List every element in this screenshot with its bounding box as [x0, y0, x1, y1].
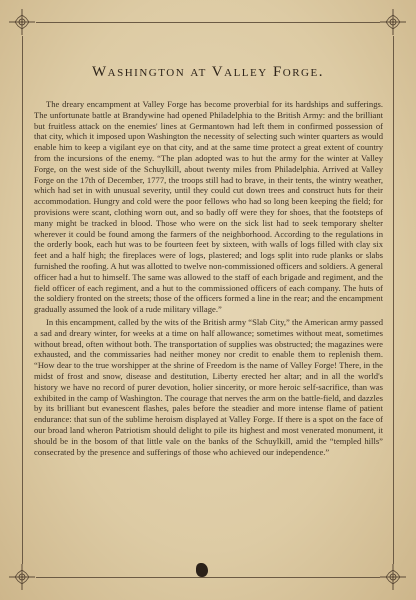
top-border-rule [36, 22, 380, 23]
paragraph: In this encampment, called by the wits of the British army “Slab City,” the American army passed a sad and dreary winter, for weeks at a time on half allowance; sometimes without meat, sometimes without bread, often without both. The transportation of supplies was obstructed; the magazines were exhausted, and the commissaries had neither money nor credit to enable them to replenish them. “How dear to the true worshipper at the shrine of Freedom is the name of Valley Forge! There, in the midst of frost and snow, disease and destitution, Liberty erected her altar; and in all the world's history we have no record of purer devotion, holier sincerity, or more heroic self-sacrifice, than was exhibited in the camp of Washington. The courage that nerves the arm on the battle-field, and dazzles by its brilliant but evanescent flashes, pales before the steadier and more intense flame of patient endurance: that sun of the sublime heroism displayed at Valley Forge. If there is a spot on the face of our broad land wheron Patriotism should delight to pile its highest and most venerated monument, it should be in the bosom of that little vale on the banks of the Schuylkill, amid the “templed hills” consecrated by the presence and sufferings of those who achieved our independence.” [34, 316, 383, 457]
left-border-rule [22, 36, 23, 564]
page-title: Washington at Valley Forge. [92, 64, 324, 80]
paragraph: The dreary encampment at Valley Forge has become proverbial for its hardships and sufferings. The unfortunate battle at Brandywine had opened Philadelphia to the British Army: and the brilliant but fruitless attack on the enemies' lines at Germantown had left them in confirmed possession of that city, which it imposed upon Washington the necessity of selecting such winter quarters as would enable him to keep a vigilant eye on that city, and at the same time protect a great extent of country from the incursions of the enemy. “The plan adopted was to hut the army for the winter at Valley Forge, on the west side of the Schuylkill, about twenty miles from Philadelphia. Arrived at Valley Forge on the 17th of December, 1777, the troops still had to brave, in their tents, the wintry weather, which had set in with unusual severity, until they could cut down trees and construct huts for their accommodation. Hungry and cold were the poor fellows who had so long been keeping the field; for provisions were scant, clothing worn out, and so badly off were they for shoes, that the footsteps of many might be tracked in blood. Those who were on the sick list had to seek temporary shelter wherever it could be found among the farmers of the neighborhood. According to the regulations in the orderly book, each hut was to be fourteen feet by sixteen, with walls of logs filled with clay six feet and a half high; the fireplaces were of logs, plastered; and logs split into rude planks or slabs furnished the roofing. A hut was allotted to twelve non-commissioned officers and soldiers. A general officer had a hut to himself. The same was allowed to the staff of each brigade and regiment, and the field officer of each regiment, and a hut to the commissioned officers of each company. The huts of the soldiery fronted on the streets; those of the officers formed a line in the rear; and the encampment gradually assumed the look of a rude military village.” [34, 99, 383, 315]
corner-ornament-icon [380, 564, 406, 590]
bottom-border-rule [36, 577, 380, 578]
ink-stain [196, 563, 208, 577]
corner-ornament-icon [380, 9, 406, 35]
corner-ornament-icon [9, 9, 35, 35]
right-border-rule [393, 36, 394, 564]
body-text [34, 99, 383, 457]
corner-ornament-icon [9, 564, 35, 590]
